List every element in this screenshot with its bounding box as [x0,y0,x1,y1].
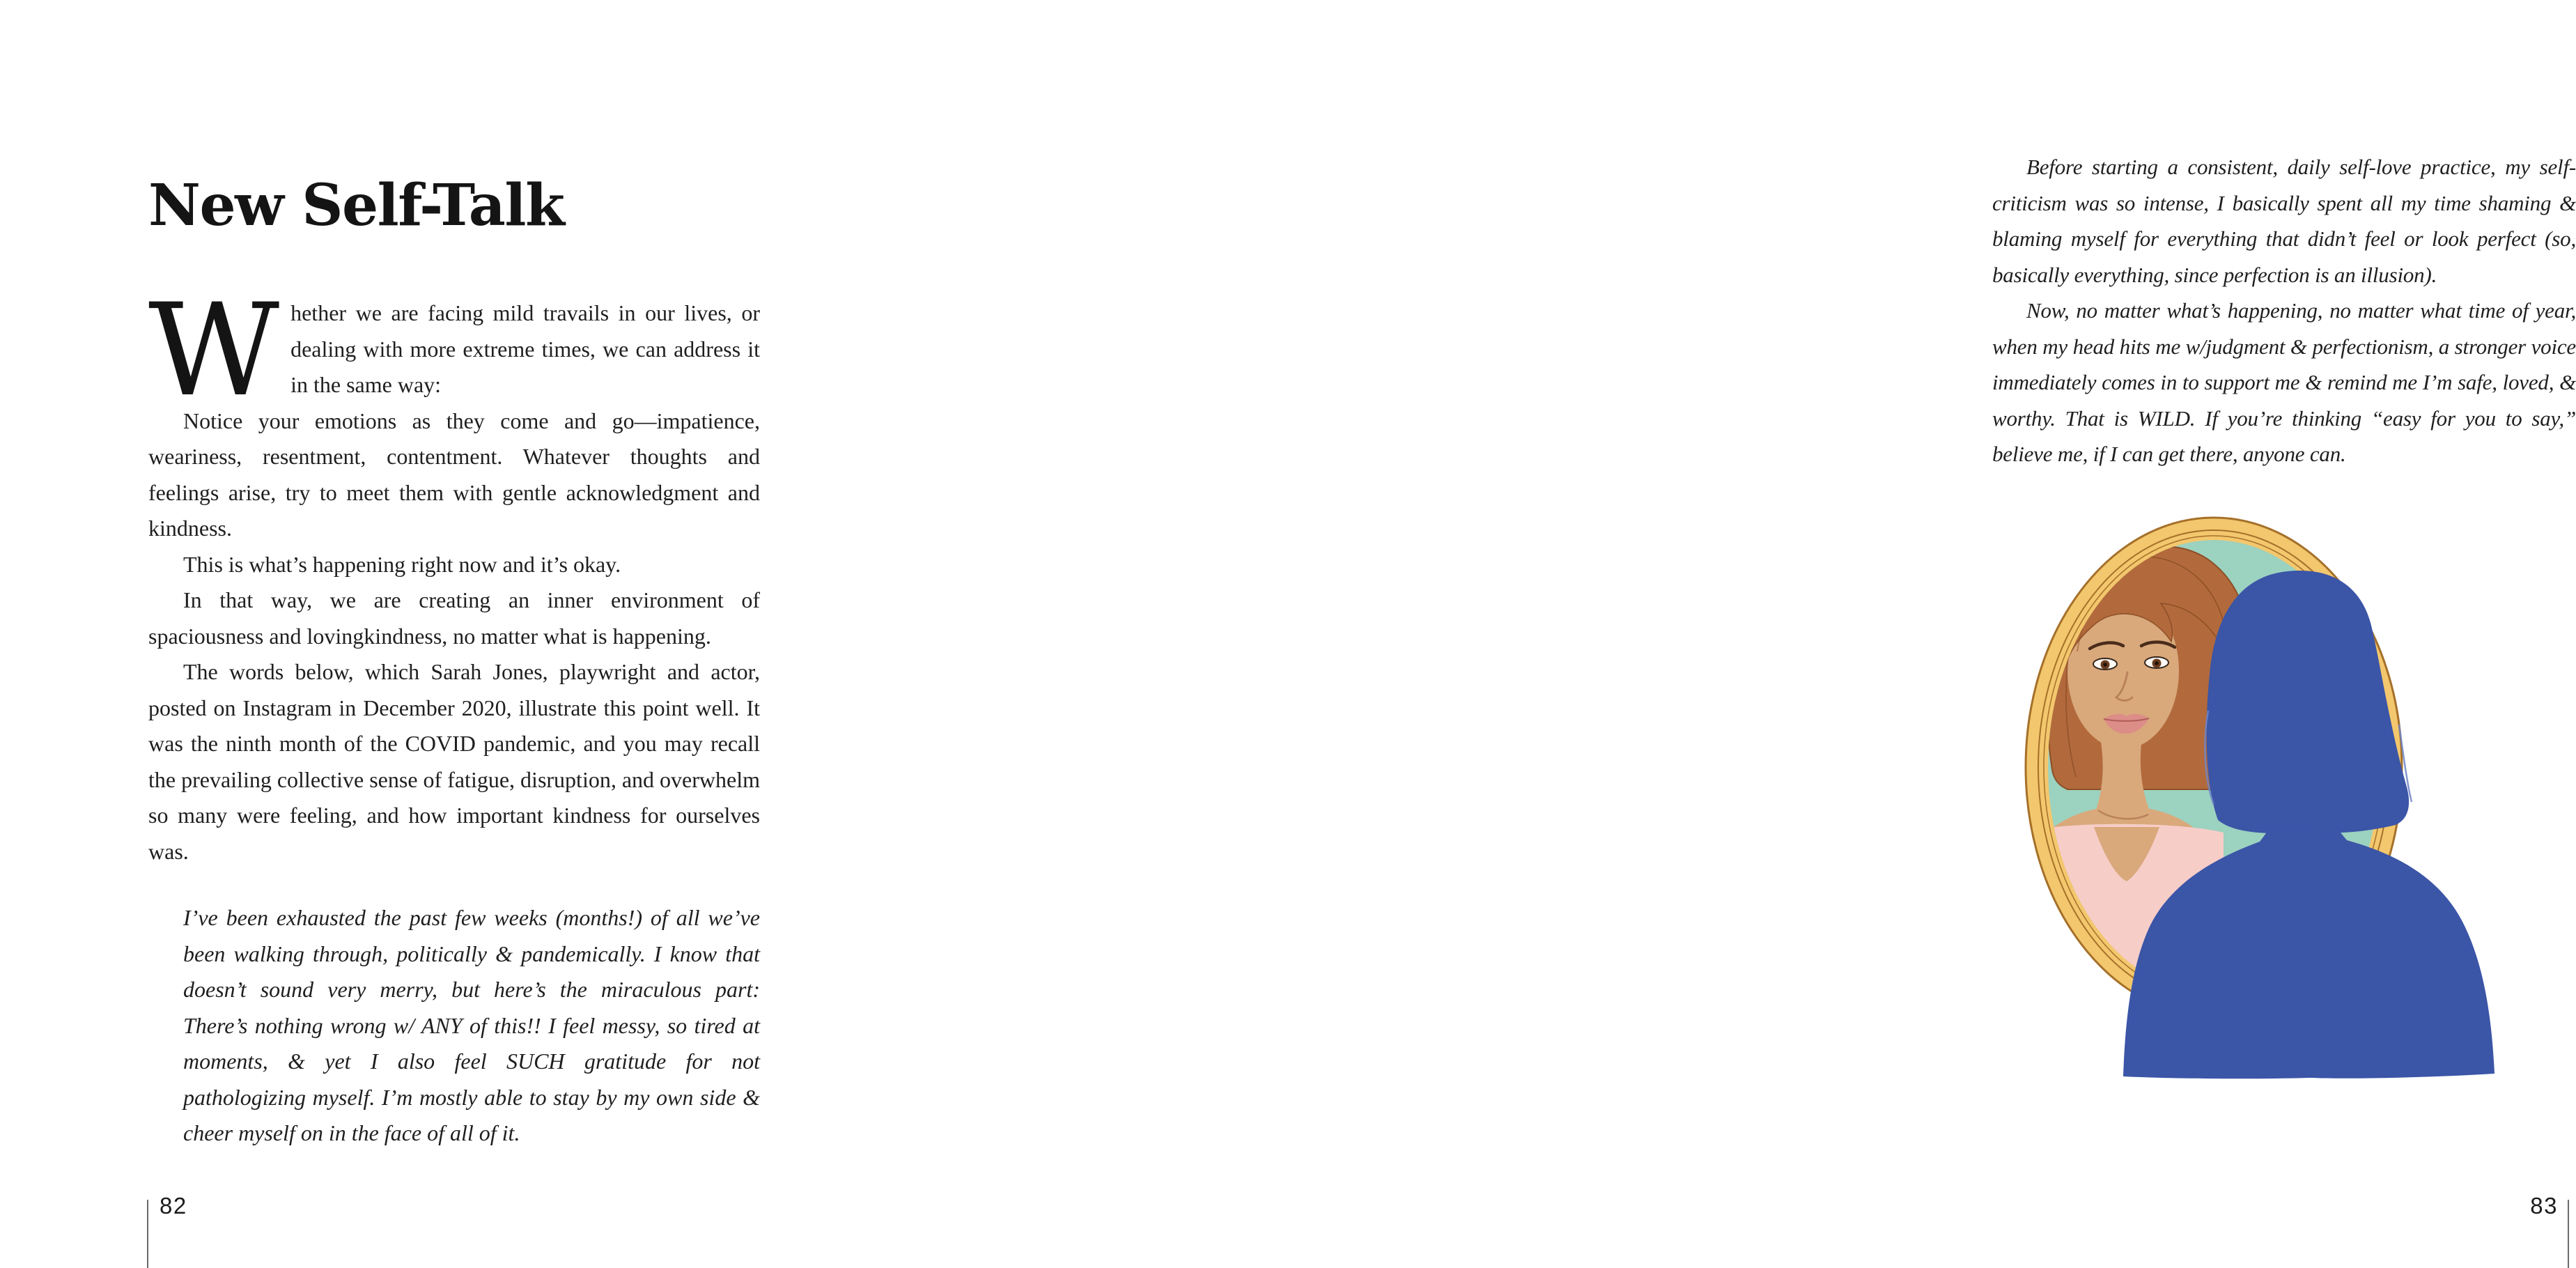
footer-rule [2568,1200,2569,1268]
opening-paragraph [148,277,760,425]
page-number-left: 82 [160,1193,187,1219]
left-page [0,0,906,1268]
footer-rule [147,1200,148,1268]
page-number-right: 83 [2530,1193,2558,1219]
left-page-body [148,277,760,1152]
silhouette-head [2207,571,2410,833]
left-pupil [2103,663,2107,667]
drop-cap: W [148,277,280,425]
body-paragraph: Before starting a consistent, daily self-love practice, my self-criticism was so intense, I basically spent all my time shaming & blaming myself for everything that didn’t feel or look perfect (so, basically everything, since perfection is an illusion). [1992,155,2576,287]
right-page-body [1992,149,2576,472]
mirror-illustration [2012,512,2508,1080]
body-paragraph: The words below, which Sarah Jones, playwright and actor, posted on Instagram in December 2020, illustrate this point well. It was the ninth month of the COVID pandemic, and you may recall the prevailing collective sense of fatigue, disruption, and overwhelm so many were feeling, and how important kindness for ourselves was. [148,659,760,864]
body-paragraph: This is what’s happening right now and it’s okay. [183,551,621,577]
body-paragraph: Now, no matter what’s happening, no matter what time of year, when my head hits me w/judgment & perfectionism, a stronger voice immediately comes in to support me & remind me I’m safe, loved, & worthy. That is WILD. If you’re thinking “easy for you to say,” believe me, if I can get there, anyone can. [1992,298,2576,466]
instagram-quote: I’ve been exhausted the past few weeks (months!) of all we’ve been walking through, politically & pandemically. I know that doesn’t sound very merry, but here’s the miraculous part: There’s nothing wrong w/ ANY of this!! I feel messy, so tired at moments, & yet I also feel SUCH gratitude for not pathologizing myself. I’m mostly able to stay by my own side & cheer myself on in the face of all of it. [183,905,760,1145]
chapter-title: New Self-Talk [148,171,564,239]
opening-paragraph-text: hether we are facing mild travails in our lives, or dealing with more extreme times, we can address it in the same way: [290,300,760,397]
body-paragraph: In that way, we are creating an inner environment of spaciousness and lovingkindness, no matter what is happening. [148,587,760,649]
right-page [906,0,2576,1268]
body-paragraph: Notice your emotions as they come and go—impatience, weariness, resentment, contentment. Whatever thoughts and feelings arise, try to meet them with gentle acknowledgment and kindness. [148,408,760,541]
right-pupil [2155,661,2159,665]
